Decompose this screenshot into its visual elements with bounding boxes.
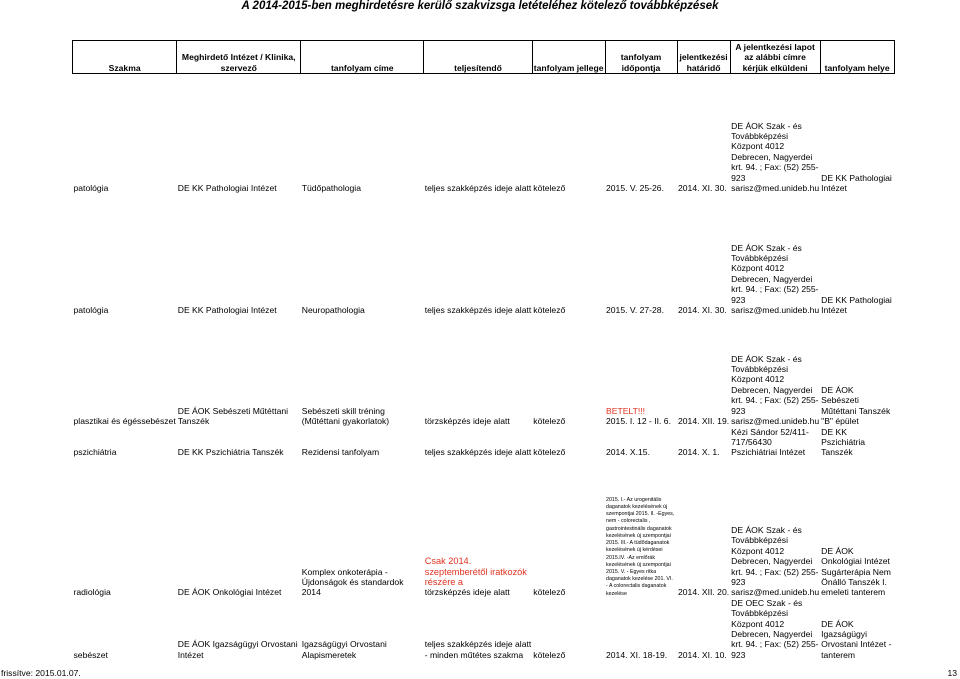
cell-szervezo: DE KK Pszichiátria Tanszék — [177, 447, 284, 458]
cell-jelleg: kötelező — [533, 183, 566, 194]
updated-date: frissítve: 2015.01.07. — [1, 668, 81, 678]
cell-cimzett: Kézi Sándor 52/411-717/56430 Pszichiátriai Intézet — [731, 426, 809, 458]
header-cimzett: A jelentkezési lapot az alábbi címre kérjük elküldeni — [730, 41, 820, 74]
document-title: A 2014-2015-ben meghirdetésre kerülő szakvizsga letételéhez kötelező továbbképzések — [241, 0, 719, 12]
cell-teljesitendo: teljes szakképzés ideje alatt — [424, 447, 532, 458]
cell-cimzett: DE ÁOK Szak - és Továbbképzési Központ 4012 Debrecen, Nagyerdei krt. 94. ; Fax: (52) 255-923 sarisz@med.unideb.hu — [731, 120, 820, 194]
cell-teljesitendo — [424, 458, 533, 598]
cell-szervezo: DE KK Pathologiai Intézet — [177, 183, 277, 194]
cell-szakma: patológia — [73, 305, 109, 316]
enrollment-note: Csak 2014. szeptemberétől iratkozók részére a — [424, 556, 527, 587]
cell-idopont — [605, 316, 677, 427]
header-helye: tanfolyam helye — [820, 41, 894, 74]
cell-jelleg: kötelező — [533, 305, 566, 316]
teljesitendo-value: törzsképzés ideje alatt — [424, 587, 510, 598]
cell-helye: DE ÁOK Igazságügyi Orvostani Intézet - tanterem — [821, 618, 892, 660]
cell-jelleg: kötelező — [533, 649, 566, 660]
cell-teljesitendo: teljes szakképzés ideje alatt — [424, 305, 532, 316]
table-row — [73, 74, 895, 194]
cell-cimzett: DE OEC Szak - és Továbbképzési Központ 4012 Debrecen, Nagyerdei krt. 94. ; Fax: (52) 255-923 — [731, 597, 819, 660]
cell-idopont: 2014. XI. 18-19. — [606, 649, 668, 660]
cell-cim: Neuropathologia — [301, 305, 365, 316]
cell-szakma: patológia — [73, 183, 109, 194]
table-row — [73, 316, 895, 427]
page-number: 13 — [947, 668, 957, 678]
cell-szakma: radiológia — [73, 587, 111, 598]
cell-szervezo: DE ÁOK Sebészeti Műtéttani Tanszék — [177, 405, 289, 427]
cell-jelleg: kötelező — [533, 587, 566, 598]
cell-idopont: 2015. V. 27-28. — [606, 305, 664, 316]
cell-hatarido: 2014. XII. 20. — [678, 587, 730, 598]
cell-helye: DE KK Pszichiátria Tanszék — [821, 426, 866, 458]
header-szakma: Szakma — [73, 41, 177, 74]
header-hatarido: jelentkezési határidő — [677, 41, 730, 74]
cell-helye: DE KK Pathologiai Intézet — [821, 172, 892, 194]
cell-idopont: 2014. X.15. — [606, 447, 650, 458]
cell-cim: Tüdőpathologia — [301, 183, 361, 194]
cell-cim: Komplex onkoterápia - Újdonságok és standardok 2014 — [301, 566, 404, 598]
cell-idopont: 2015. V. 25-26. — [606, 183, 664, 194]
cell-hatarido: 2014. XI. 10. — [678, 649, 727, 660]
table-row — [73, 194, 895, 316]
table-row — [73, 598, 895, 660]
cell-szervezo: DE KK Pathologiai Intézet — [177, 305, 277, 316]
table-row — [73, 458, 895, 598]
cell-szakma: sebészet — [73, 649, 108, 660]
cell-hatarido: 2014. XI. 30. — [678, 305, 727, 316]
header-teljesitendo: teljesítendő — [424, 41, 533, 74]
cell-szakma: plasztikai és égéssebészet — [73, 416, 176, 427]
cell-jelleg: kötelező — [533, 416, 566, 427]
cell-helye: DE ÁOK Onkológiai Intézet Sugárterápia Nem Önálló Tanszék I. emeleti tanterem — [821, 545, 891, 598]
cell-helye: DE KK Pathologiai Intézet — [821, 294, 892, 316]
header-szervezo: Meghirdető Intézet / Klinika, szervező — [177, 41, 301, 74]
cell-cimzett: DE ÁOK Szak - és Továbbképzési Központ 4012 Debrecen, Nagyerdei krt. 94. ; Fax: (52) 255-923 sarisz@med.unideb.hu — [731, 353, 820, 427]
header-jelleg: tanfolyam jellege — [532, 41, 605, 74]
courses-table — [72, 40, 895, 660]
cell-jelleg: kötelező — [533, 447, 566, 458]
cell-cimzett: DE ÁOK Szak - és Továbbképzési Központ 4012 Debrecen, Nagyerdei krt. 94. ; Fax: (52) 255-923 sarisz@med.unideb.hu — [731, 524, 820, 598]
cell-idopont: 2015. I.- Az urogenitális daganatok kezelésének új szempontjai 2015. II. -Egyes, nem - colorectalis , gastrointestinális daganatok kezelésének új szempontjai 2015. III.- A tüdődaganatok kezelésének új kérdései 2015.IV. -Az emlőrák kezelésének új szempontjai 2015. V. - Egyes ritka daganatok kezelése 201. VI. - A colorectalis daganatok kezelése — [606, 496, 675, 597]
cell-teljesitendo: teljes szakképzés ideje alatt - minden műtétes szakma — [424, 639, 532, 660]
header-cim: tanfolyam címe — [301, 41, 424, 74]
cell-hatarido: 2014. XII. 19. — [678, 416, 730, 427]
cell-teljesitendo: törzsképzés ideje alatt — [424, 416, 510, 427]
cell-hatarido: 2014. X. 1. — [678, 447, 720, 458]
header-idopont: tanfolyam időpontja — [605, 41, 677, 74]
cell-szervezo: DE ÁOK Igazságügyi Orvostani Intézet — [177, 639, 298, 660]
full-notice: BETELT!!! — [606, 405, 645, 416]
cell-hatarido: 2014. XI. 30. — [678, 183, 727, 194]
table-header-row — [73, 41, 895, 74]
idopont-value: 2015. I. 12 - II. 6. — [606, 416, 671, 427]
cell-helye: DE ÁOK Sebészeti Műtéttani Tanszék "B" épület — [821, 384, 891, 427]
cell-cim: Sebészeti skill tréning (Műtéttani gyakorlatok) — [301, 405, 390, 427]
cell-szervezo: DE ÁOK Onkológiai Intézet — [177, 587, 282, 598]
cell-cim: Rezidensi tanfolyam — [301, 447, 380, 458]
cell-szakma: pszichiátria — [73, 447, 117, 458]
cell-teljesitendo: teljes szakképzés ideje alatt — [424, 183, 532, 194]
cell-cim: Igazságügyi Orvostani Alapismeretek — [301, 639, 387, 660]
cell-cimzett: DE ÁOK Szak - és Továbbképzési Központ 4012 Debrecen, Nagyerdei krt. 94. ; Fax: (52) 255-923 sarisz@med.unideb.hu — [731, 242, 820, 316]
table-row — [73, 427, 895, 458]
